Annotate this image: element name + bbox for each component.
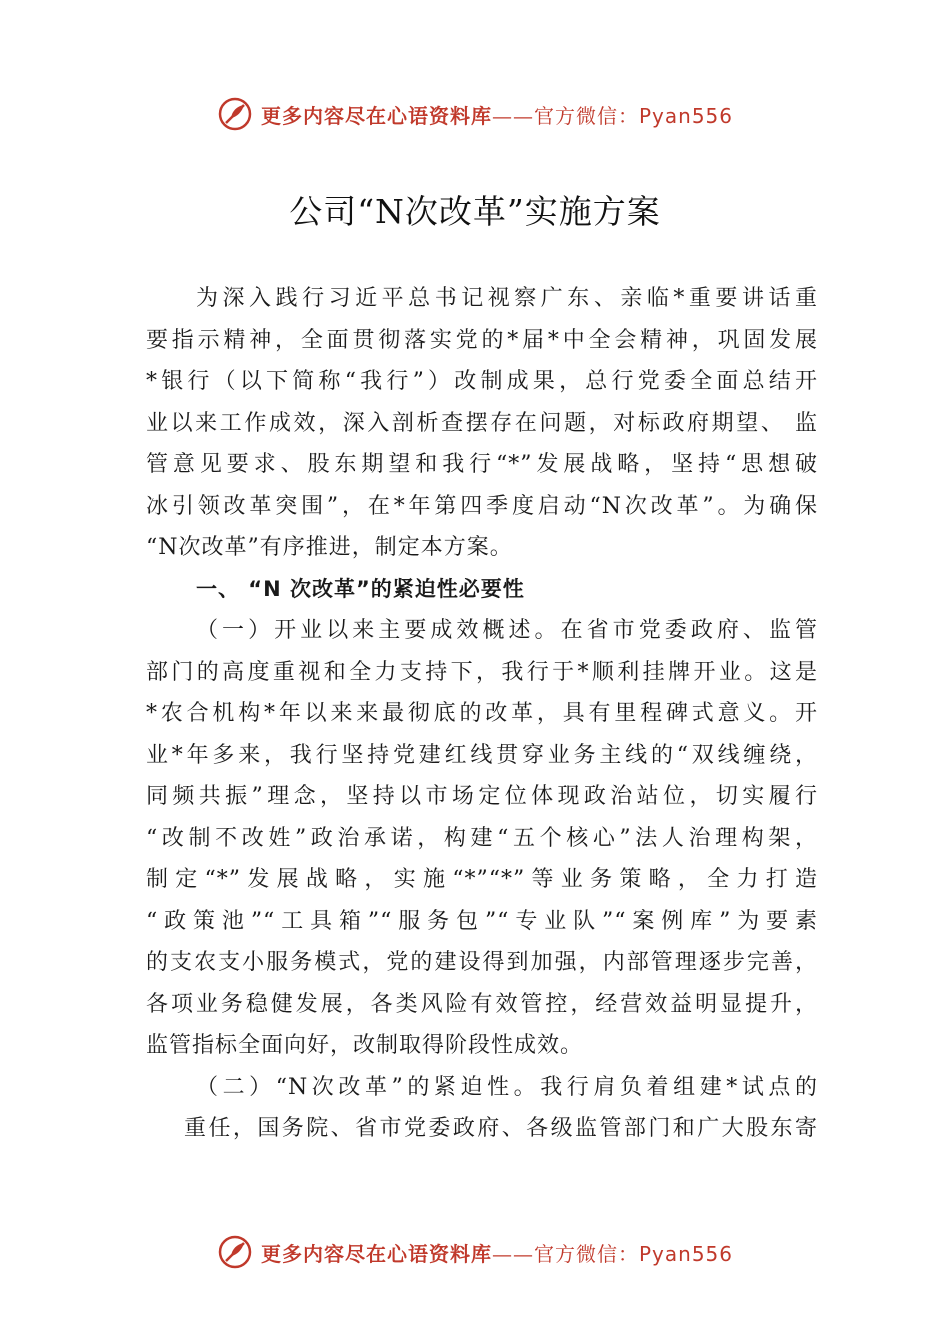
text-line: 业以来工作成效，深入剖析查摆存在问题，对标政府期望、 监	[146, 410, 818, 436]
text-line: （二）“N次改革”的紧迫性。我行肩负着组建*试点的	[196, 1074, 818, 1100]
text-line: 为深入践行习近平总书记视察广东、亲临*重要讲话重	[196, 286, 818, 311]
document-title: 公司“N次改革”实施方案	[289, 192, 661, 231]
text-line: 同频共振”理念，坚持以市场定位体现政治站位，切实履行	[146, 784, 818, 809]
quill-logo-icon	[217, 1234, 253, 1270]
text-line: 重任，国务院、省市党委政府、各级监管部门和广大股东寄	[184, 1116, 818, 1141]
banner-text: 更多内容尽在心语资料库——官方微信：Pyan556	[260, 1241, 733, 1266]
text-line: （一）开业以来主要成效概述。在省市党委政府、监管	[196, 618, 818, 643]
text-line: 制定“*”发展战略，实施“*”“*”等业务策略，全力打造	[146, 867, 818, 892]
text-line: *农合机构*年以来来最彻底的改革，具有里程碑式意义。开	[146, 701, 818, 726]
text-line: 各项业务稳健发展，各类风险有效管控，经营效益明显提升，	[146, 991, 818, 1017]
text-line: “政策池”“工具箱”“服务包”“专业队”“案例库”为要素	[146, 908, 818, 934]
footer-banner	[0, 1230, 950, 1274]
quill-logo-icon	[217, 96, 253, 132]
text-line: 业*年多来，我行坚持党建红线贯穿业务主线的“双线缠绕，	[146, 742, 818, 768]
banner-text: 更多内容尽在心语资料库——官方微信：Pyan556	[260, 103, 733, 128]
text-line: 部门的高度重视和全力支持下，我行于*顺利挂牌开业。这是	[146, 659, 818, 685]
document-body	[146, 278, 818, 1150]
header-banner	[0, 92, 950, 136]
text-line: 要指示精神，全面贯彻落实党的*届*中全会精神，巩固发展	[146, 327, 818, 353]
text-line: “改制不改姓”政治承诺，构建“五个核心”法人治理构架，	[146, 825, 818, 851]
text-line: 管意见要求、股东期望和我行“*”发展战略，坚持“思想破	[146, 452, 818, 477]
text-line: “N次改革”有序推进，制定本方案。	[146, 535, 513, 560]
text-line: 冰引领改革突围”，在*年第四季度启动“N次改革”。为确保	[146, 493, 818, 519]
text-line: 的支农支小服务模式，党的建设得到加强，内部管理逐步完善，	[146, 950, 818, 975]
text-line: *银行（以下简称“我行”）改制成果，总行党委全面总结开	[146, 369, 818, 394]
text-line: 监管指标全面向好，改制取得阶段性成效。	[146, 1033, 584, 1058]
section-heading: 一、 “N 次改革”的紧迫性必要性	[196, 576, 525, 601]
